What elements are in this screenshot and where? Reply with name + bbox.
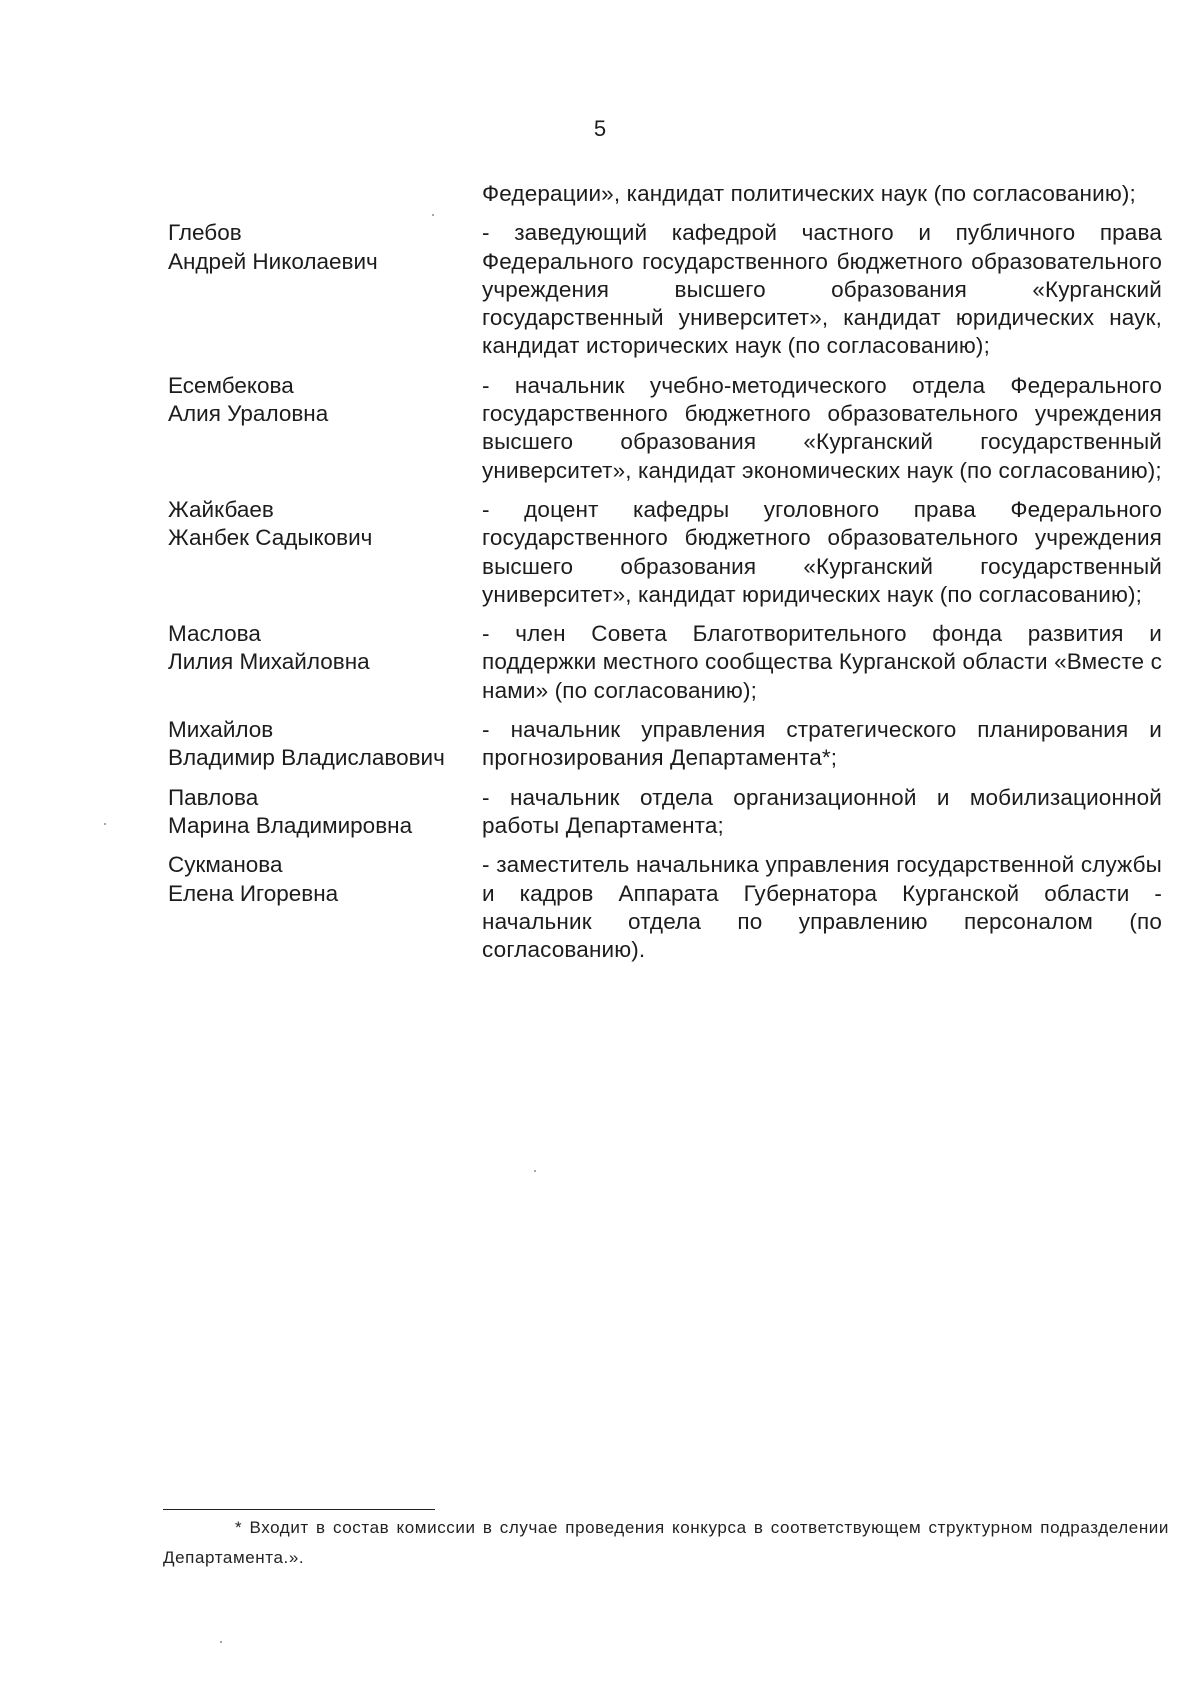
member-name (168, 219, 482, 276)
member-name (168, 620, 482, 677)
member-entry (168, 784, 1162, 841)
member-surname: Маслова (168, 621, 261, 647)
member-description: - начальник учебно-методического отдела Федерального государственного бюджетного образовательного учреждения высшего образования «Курганский государственный университет», кандидат экономических наук (по согласованию); (482, 372, 1162, 483)
commission-members-list (168, 180, 1162, 964)
member-surname: Жайкбаев (168, 496, 274, 522)
member-entry (168, 219, 1162, 360)
member-surname: Михайлов (168, 717, 274, 743)
member-given-names: Алия Ураловна (168, 401, 329, 427)
scan-speck (534, 1170, 536, 1172)
member-entry (168, 620, 1162, 705)
scan-speck (220, 1641, 222, 1643)
member-surname: Есембекова (168, 372, 294, 398)
member-name (168, 851, 482, 908)
member-given-names: Андрей Николаевич (168, 248, 378, 274)
member-description: - доцент кафедры уголовного права Федерального государственного бюджетного образовательного учреждения высшего образования «Курганский государственный университет», кандидат юридических наук (по согласованию); (482, 496, 1162, 607)
member-entry (168, 496, 1162, 609)
member-given-names: Владимир Владиславович (168, 745, 445, 771)
member-given-names: Лилия Михайловна (168, 649, 370, 675)
scan-speck (432, 214, 434, 216)
member-description: - заместитель начальника управления государственной службы и кадров Аппарата Губернатора Курганской области - начальник отдела по управлению персоналом (по согласованию). (482, 852, 1162, 963)
member-name (168, 496, 482, 553)
member-name (168, 372, 482, 429)
member-entry (168, 716, 1162, 773)
member-given-names: Елена Игоревна (168, 880, 339, 906)
member-name (168, 716, 482, 773)
member-surname: Павлова (168, 784, 259, 810)
member-entry (168, 372, 1162, 485)
member-surname: Сукманова (168, 852, 283, 878)
scan-speck (104, 823, 106, 825)
member-entry-continued (168, 180, 1162, 208)
member-entry (168, 851, 1162, 964)
footnote-divider (163, 1509, 435, 1510)
member-description: - заведующий кафедрой частного и публичного права Федерального государственного бюджетного образовательного учреждения высшего образования «Курганский государственный университет», кандидат юридических наук, кандидат исторических наук (по согласованию); (482, 220, 1162, 359)
member-name (168, 784, 482, 841)
member-surname: Глебов (168, 220, 242, 246)
footnote: * Входит в состав комиссии в случае проведения конкурса в соответствующем структурном подразделении Департамента.». (163, 1518, 1169, 1567)
member-given-names: Марина Владимировна (168, 812, 413, 838)
page-number: 5 (593, 116, 607, 141)
member-description: - начальник отдела организационной и мобилизационной работы Департамента; (482, 784, 1162, 838)
member-description: - член Совета Благотворительного фонда развития и поддержки местного сообщества Курганской области «Вместе с нами» (по согласованию); (482, 621, 1162, 703)
member-description: - начальник управления стратегического планирования и прогнозирования Департамента*; (482, 717, 1162, 771)
member-given-names: Жанбек Садыкович (168, 525, 373, 551)
member-description: Федерации», кандидат политических наук (по согласованию); (482, 181, 1136, 206)
